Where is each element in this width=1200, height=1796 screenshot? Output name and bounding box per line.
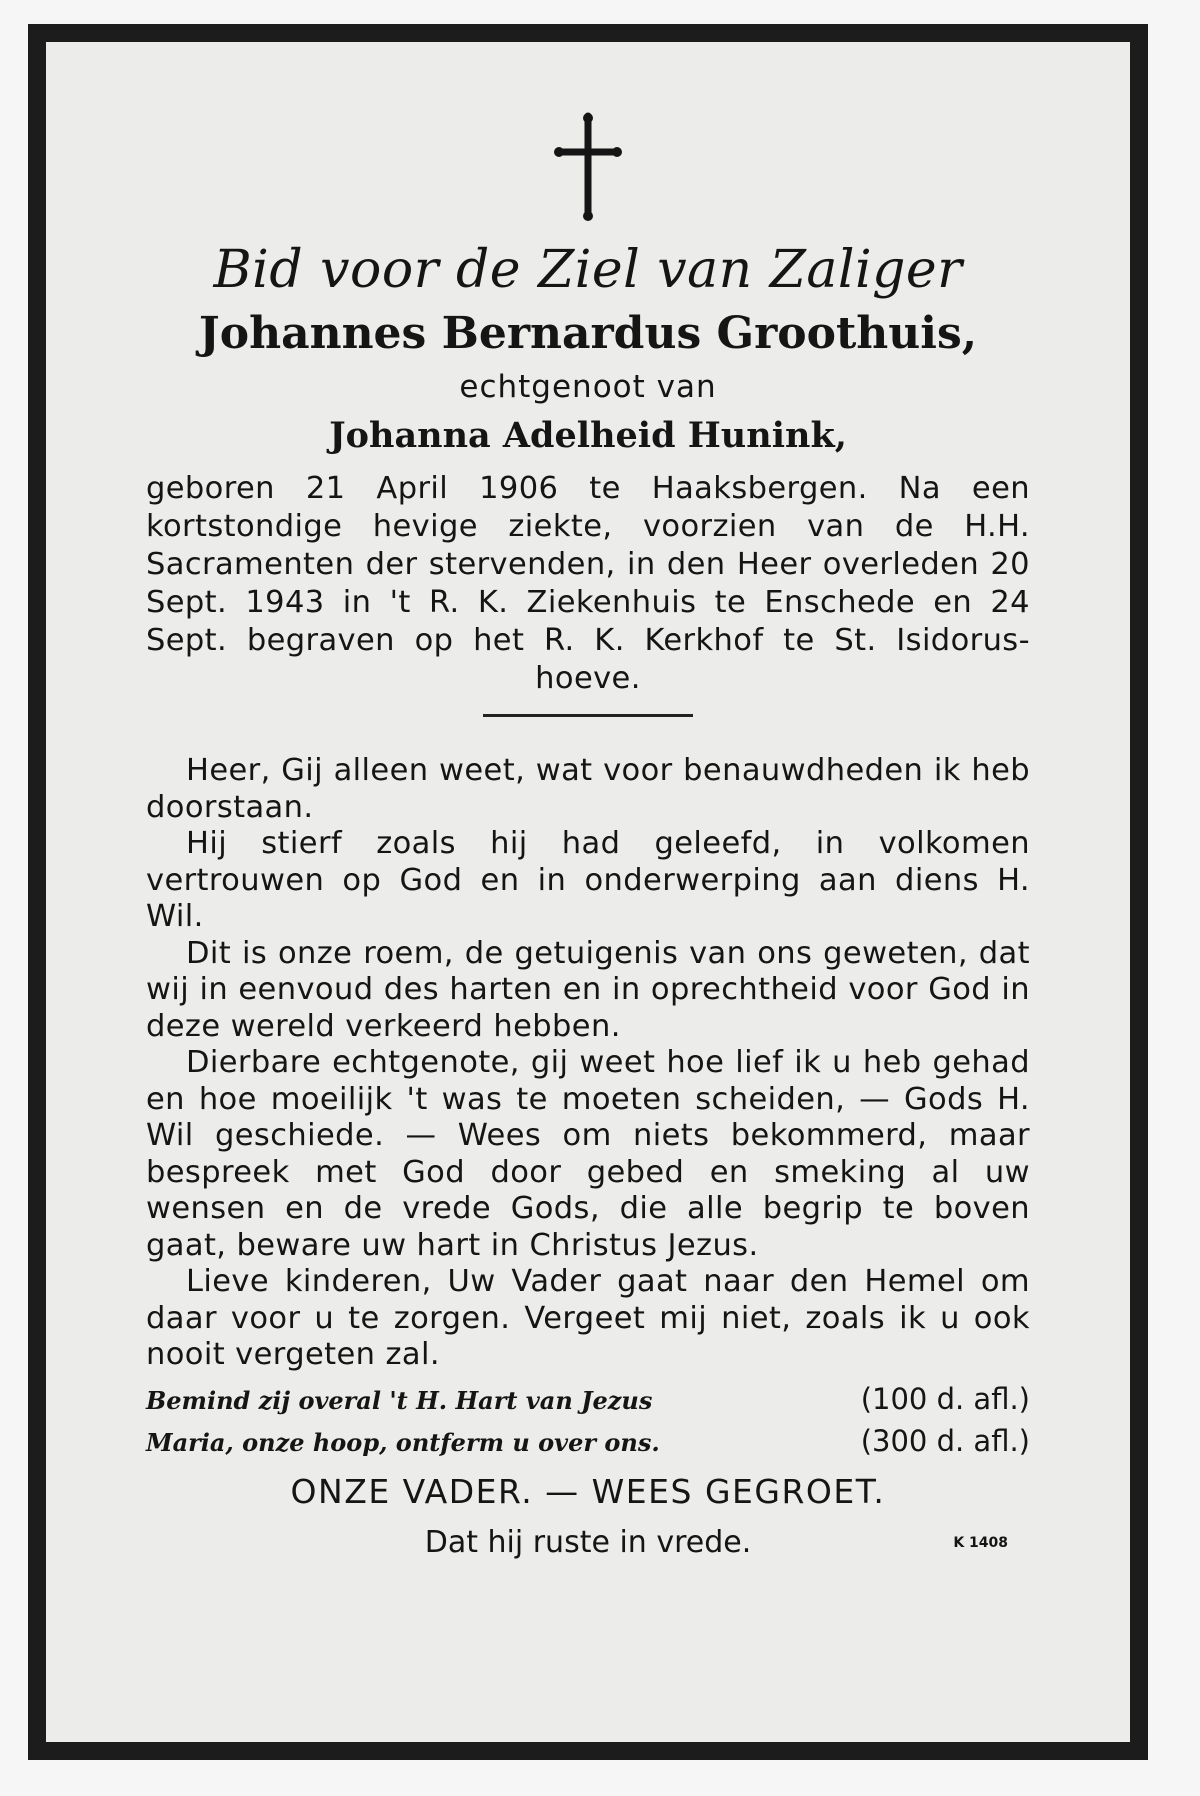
printer-code: K 1408	[953, 1534, 1008, 1551]
divider-rule	[483, 714, 693, 717]
spouse-intro: echtgenoot van	[459, 369, 717, 405]
indulgence-line	[146, 1424, 1030, 1458]
memorial-card	[28, 24, 1148, 1760]
verse-paragraph: Hij stierf zoals hij had geleefd, in volkomen vertrouwen op God en in onderwerping aan diens H. Wil.	[146, 826, 1030, 934]
closing-line	[146, 1525, 1030, 1560]
verse-paragraph: Dierbare echtgenote, gij weet hoe lief ik u heb gehad en hoe moeilijk 't was te moeten scheiden, — Gods H. Wil geschiede. — Wees om niets bekommerd, maar bespreek met God door gebed en smeking al uw wensen en de vrede Gods, die alle begrip te boven gaat, beware uw hart in Christus Jezus.	[146, 1045, 1030, 1263]
biography-text: geboren 21 April 1906 te Haaksbergen. Na een kortstondige hevige ziekte, voorzien van de H.H. Sacramenten der stervenden, in den Heer overleden 20 Sept. 1943 in 't R. K. Ziekenhuis te Enschede en 24 Sept. begraven op het R. K. Kerkhof te St. Isidorus-hoeve.	[146, 471, 1030, 696]
prayers-line: ONZE VADER. — WEES GEGROET.	[290, 1471, 886, 1511]
cross-icon	[553, 112, 623, 222]
spouse-name: Johanna Adelheid Hunink,	[329, 415, 847, 456]
indulgence-amount: (100 d. afl.)	[860, 1381, 1030, 1416]
deceased-name: Johannes Bernardus Groothuis,	[198, 308, 978, 359]
prayer-heading: Bid voor de Ziel van Zaliger	[213, 240, 963, 300]
indulgence-text: Maria, onze hoop, ontferm u over ons.	[146, 1427, 660, 1457]
indulgence-text: Bemind zij overal 't H. Hart van Jezus	[146, 1385, 653, 1415]
verse-paragraph: Lieve kinderen, Uw Vader gaat naar den Hemel om daar voor u te zorgen. Vergeet mij niet, zoals ik u ook nooit vergeten zal.	[146, 1264, 1030, 1372]
card-content	[146, 112, 1030, 1560]
verse-paragraph: Heer, Gij alleen weet, wat voor benauwdheden ik heb doorstaan.	[146, 753, 1030, 825]
card-inner	[46, 42, 1130, 1742]
closing-text: Dat hij ruste in vrede.	[424, 1524, 752, 1560]
indulgence-line	[146, 1382, 1030, 1416]
indulgence-amount: (300 d. afl.)	[860, 1423, 1030, 1458]
verse-paragraph: Dit is onze roem, de getuigenis van ons geweten, dat wij in eenvoud des harten en in oprechtheid voor God in deze wereld verkeerd hebben.	[146, 935, 1030, 1044]
verses-block	[146, 753, 1030, 1374]
